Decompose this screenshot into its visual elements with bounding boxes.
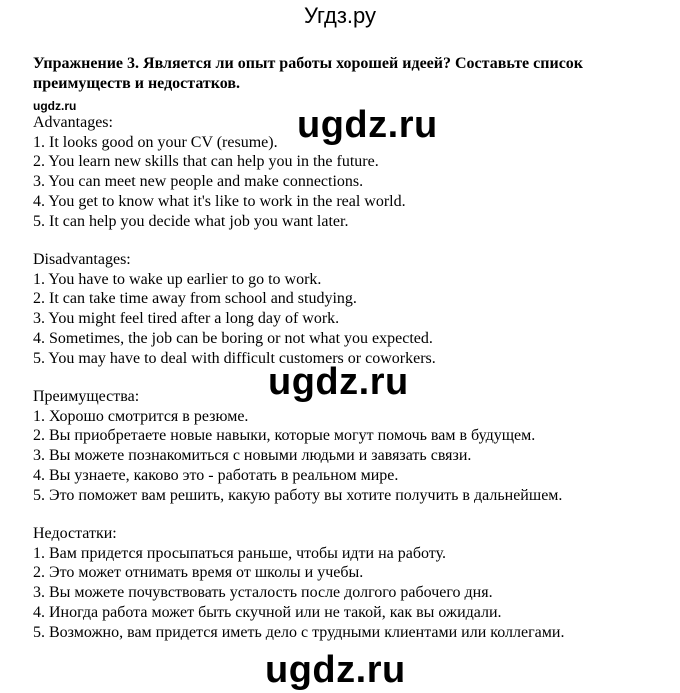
disadvantages-section (33, 250, 663, 368)
list-item: 2. Это может отнимать время от школы и учебы. (33, 564, 364, 582)
list-item: 1. You have to wake up earlier to go to work. (33, 270, 322, 288)
section-title: Недостатки: (33, 525, 117, 542)
list-item: 2. It can take time away from school and studying. (33, 290, 357, 308)
list-item: 3. Вы можете почувствовать усталость после долгого рабочего дня. (33, 584, 493, 602)
small-watermark: ugdz.ru (33, 99, 77, 113)
list-item: 1. It looks good on your CV (resume). (33, 133, 278, 151)
watermark: ugdz.ru (297, 104, 438, 146)
section-title: Advantages: (33, 114, 113, 131)
exercise-heading: Упражнение 3. Является ли опыт работы хорошей идеей? Составьте список преимуществ и недостатков. (33, 55, 584, 92)
preimushchestva-section (33, 387, 663, 505)
watermark: ugdz.ru (265, 649, 406, 691)
list-item: 1. Хорошо смотрится в резюме. (33, 407, 249, 425)
list-item: 4. Вы узнаете, каково это - работать в реальном мире. (33, 466, 399, 484)
section-title: Преимущества: (33, 388, 140, 405)
list-item: 4. Иногда работа может быть скучной или не такой, как вы ожидали. (33, 603, 502, 621)
watermark: ugdz.ru (268, 361, 409, 403)
list-item: 5. You may have to deal with difficult customers or coworkers. (33, 349, 436, 367)
nedostatki-section (33, 524, 663, 642)
list-item: 3. Вы можете познакомиться с новыми людьми и завязать связи. (33, 447, 472, 465)
list-item: 5. Возможно, вам придется иметь дело с трудными клиентами или коллегами. (33, 623, 565, 641)
list-item: 3. You can meet new people and make connections. (33, 173, 364, 191)
list-item: 3. You might feel tired after a long day of work. (33, 310, 340, 328)
list-item: 1. Вам придется просыпаться раньше, чтобы идти на работу. (33, 544, 446, 562)
list-item: 4. You get to know what it's like to work in the real world. (33, 192, 406, 210)
section-title: Disadvantages: (33, 251, 131, 268)
site-title: Угдз.ру (303, 3, 377, 28)
list-item: 5. It can help you decide what job you want later. (33, 212, 349, 230)
list-item: 5. Это поможет вам решить, какую работу вы хотите получить в дальнейшем. (33, 486, 563, 504)
list-item: 2. Вы приобретаете новые навыки, которые могут помочь вам в будущем. (33, 427, 536, 445)
list-item: 4. Sometimes, the job can be boring or not what you expected. (33, 329, 433, 347)
list-item: 2. You learn new skills that can help you in the future. (33, 153, 379, 171)
